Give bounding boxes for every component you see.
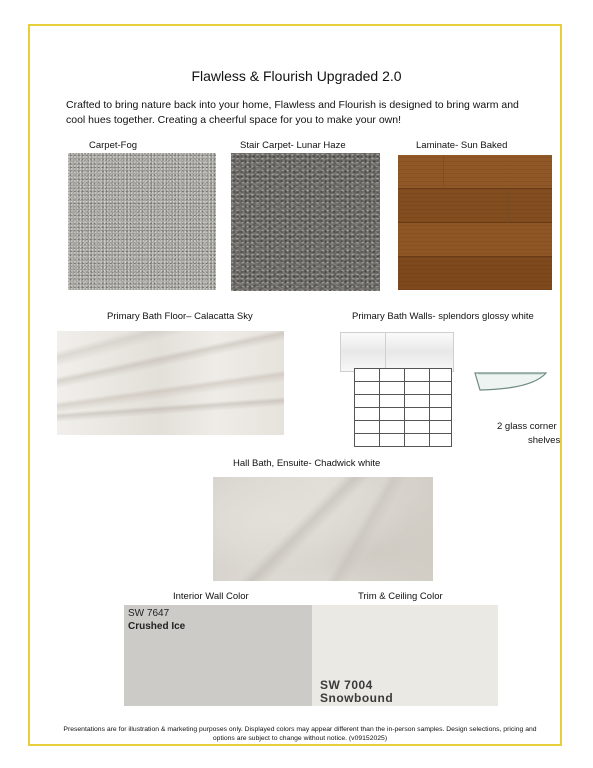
trim-ceiling-color-label: Trim & Ceiling Color <box>358 591 443 602</box>
snowbound-name: Snowbound <box>320 691 394 705</box>
glossy-white-tile-swatch <box>340 332 454 372</box>
snowbound-swatch <box>312 605 498 706</box>
disclaimer-footer: Presentations are for illustration & marketing purposes only. Displayed colors may appear different than the in-person samples. Design selections, pricing and options are subject to change without notice. (v09152025) <box>63 726 537 742</box>
primary-bath-walls-label: Primary Bath Walls- splendors glossy white <box>352 311 534 322</box>
primary-bath-floor-label: Primary Bath Floor– Calacatta Sky <box>107 311 253 322</box>
glass-shelves-label-line1: 2 glass corner <box>497 421 557 432</box>
carpet-fog-label: Carpet-Fog <box>89 140 138 151</box>
laminate-label: Laminate- Sun Baked <box>416 140 508 151</box>
subway-tile-pattern <box>354 368 452 447</box>
glass-shelves-label-line2: shelves <box>528 435 561 446</box>
hall-bath-label: Hall Bath, Ensuite- Chadwick white <box>233 458 381 469</box>
stair-carpet-label: Stair Carpet- Lunar Haze <box>240 140 346 151</box>
page-title: Flawless & Flourish Upgraded 2.0 <box>191 68 402 84</box>
glass-corner-shelf-icon <box>472 363 552 393</box>
chadwick-white-swatch <box>213 477 433 581</box>
laminate-swatch <box>398 155 552 290</box>
carpet-fog-swatch <box>68 153 216 290</box>
crushed-ice-code: SW 7647 <box>128 608 170 619</box>
stair-carpet-swatch <box>231 153 380 291</box>
intro-paragraph: Crafted to bring nature back into your home, Flawless and Flourish is designed to bring warm and cool hues together. Creating a cheerful space for you to make your own! <box>66 99 519 126</box>
interior-wall-color-label: Interior Wall Color <box>173 591 249 602</box>
crushed-ice-name: Crushed Ice <box>128 621 186 632</box>
calacatta-sky-swatch <box>57 331 284 435</box>
snowbound-code: SW 7004 <box>320 678 373 692</box>
crushed-ice-swatch <box>124 605 312 706</box>
